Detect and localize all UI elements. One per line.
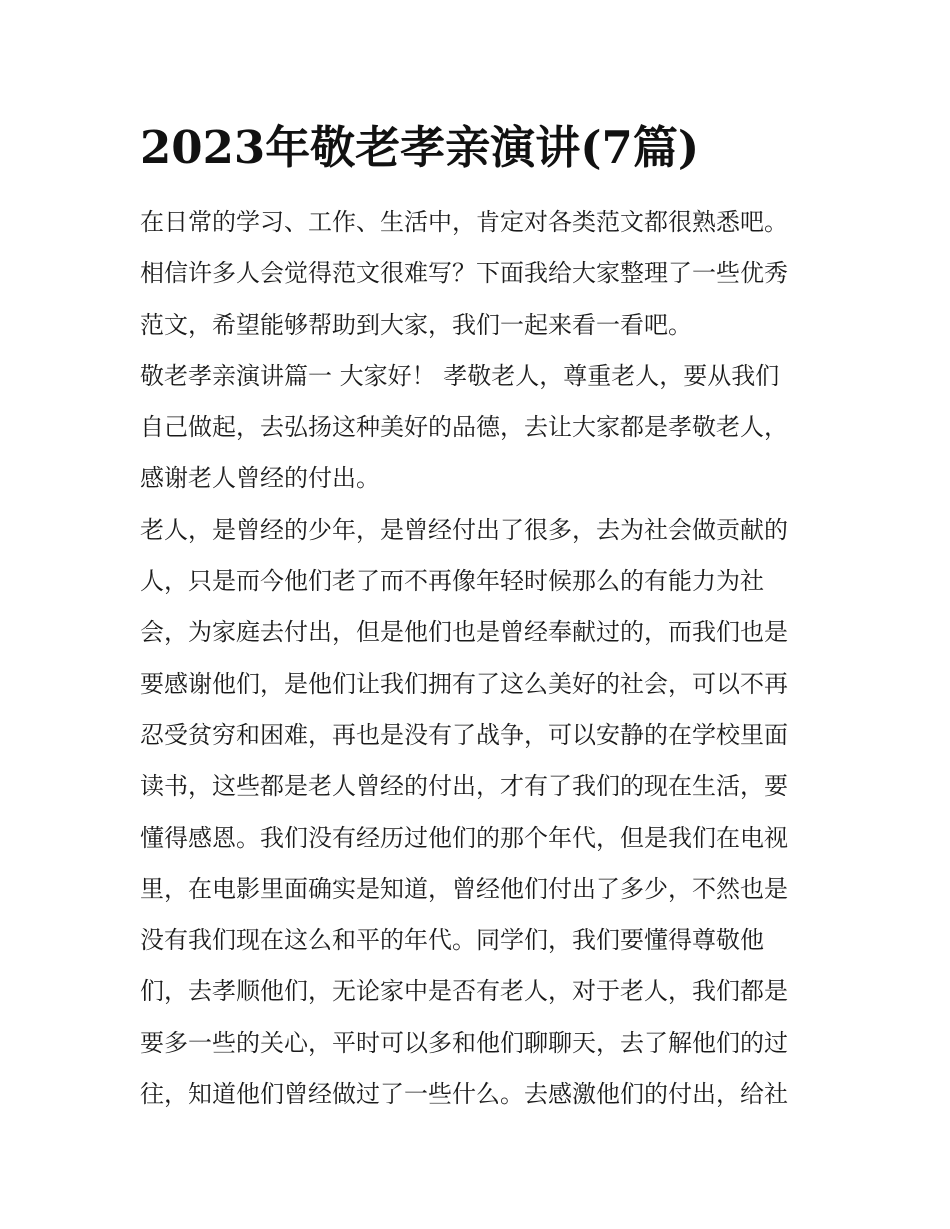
- body-line: 人，只是而今他们老了而不再像年轻时候那么的有能力为社: [140, 567, 764, 596]
- body-line: 敬老孝亲演讲篇一 大家好！ 孝敬老人，尊重老人，要从我们: [140, 361, 780, 390]
- body-line: 里，在电影里面确实是知道，曾经他们付出了多少，不然也是: [140, 874, 788, 903]
- body-line: 自己做起，去弘扬这种美好的品德，去让大家都是孝敬老人，: [140, 413, 788, 442]
- body-line: 相信许多人会觉得范文很难写？下面我给大家整理了一些优秀: [140, 259, 788, 288]
- body-line: 要感谢他们，是他们让我们拥有了这么美好的社会，可以不再: [140, 669, 788, 698]
- body-line: 感谢老人曾经的付出。: [140, 464, 380, 493]
- body-line: 范文，希望能够帮助到大家，我们一起来看一看吧。: [140, 310, 692, 339]
- body-line: 要多一些的关心，平时可以多和他们聊聊天，去了解他们的过: [140, 1028, 788, 1057]
- body-line: 读书，这些都是老人曾经的付出，才有了我们的现在生活，要: [140, 772, 788, 801]
- body-line: 会，为家庭去付出，但是他们也是曾经奉献过的，而我们也是: [140, 618, 788, 647]
- body-line: 忍受贫穷和困难，再也是没有了战争，可以安静的在学校里面: [140, 720, 788, 749]
- body-line: 在日常的学习、工作、生活中，肯定对各类范文都很熟悉吧。: [140, 208, 788, 236]
- document-body: [140, 197, 815, 1120]
- body-line: 们，去孝顺他们，无论家中是否有老人，对于老人，我们都是: [140, 977, 788, 1006]
- body-line: 往，知道他们曾经做过了一些什么。去感激他们的付出，给社: [140, 1080, 788, 1109]
- document-title: 2023年敬老孝亲演讲(7篇): [140, 121, 700, 174]
- body-line: 老人，是曾经的少年，是曾经付出了很多，去为社会做贡献的: [140, 515, 788, 544]
- body-line: 懂得感恩。我们没有经历过他们的那个年代，但是我们在电视: [140, 823, 788, 852]
- body-line: 没有我们现在这么和平的年代。同学们，我们要懂得尊敬他: [140, 926, 764, 955]
